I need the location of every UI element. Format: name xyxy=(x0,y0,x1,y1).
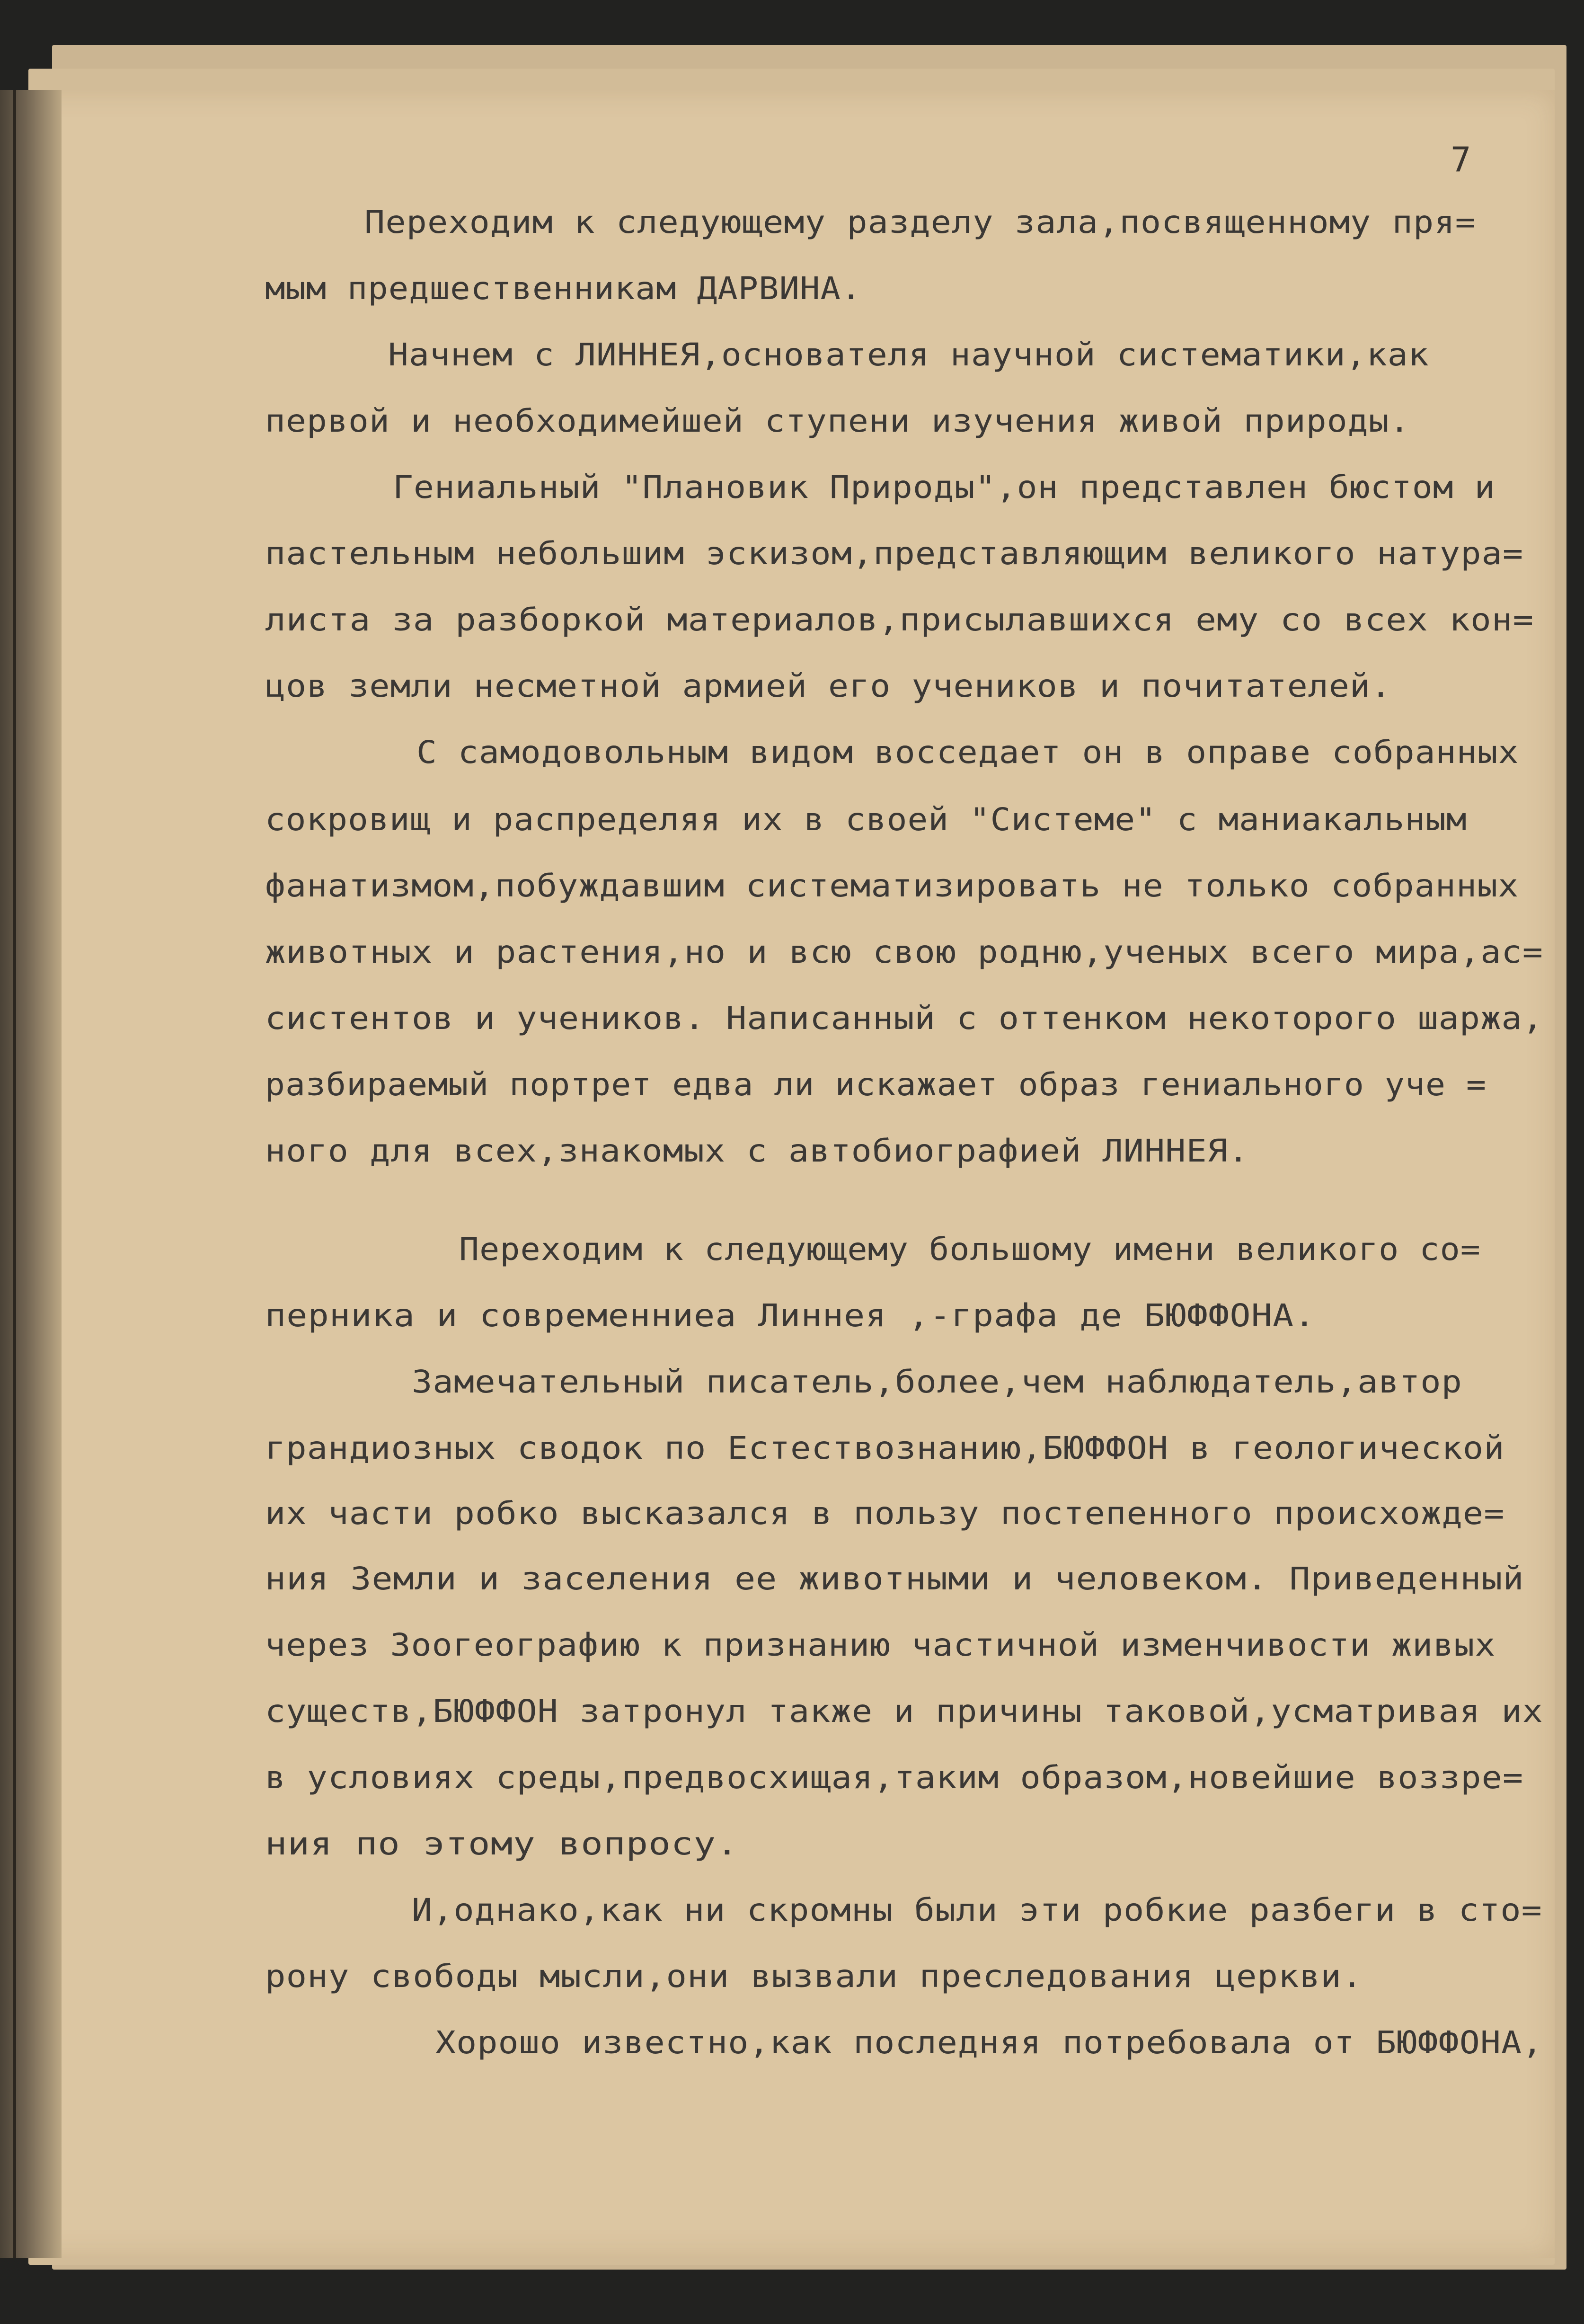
text-line: Переходим к следующему разделу зала,посвященному пря= xyxy=(364,204,1476,240)
text-line: И,однако,как ни скромны были эти робкие разбеги в сто= xyxy=(412,1892,1542,1928)
text-line: пастельным небольшим эскизом,представляющим великого натура= xyxy=(265,535,1524,572)
text-line: систентов и учеников. Написанный с оттенком некоторого шаржа, xyxy=(265,1000,1544,1037)
text-line: разбираемый портрет едва ли искажает образ гениального уче = xyxy=(265,1066,1487,1103)
binding-edge xyxy=(0,90,62,2258)
text-line: сокровищ и распределяя их в своей "Системе" с маниакальным xyxy=(265,801,1467,838)
text-line: их части робко высказался в пользу постепенного происхожде= xyxy=(265,1495,1505,1532)
text-line: Гениальный "Плановик Природы",он представлен бюстом и xyxy=(393,469,1496,506)
page-number: 7 xyxy=(1451,140,1471,179)
text-line: Начнем с ЛИННЕЯ,основателя научной систематики,как xyxy=(388,337,1429,373)
text-line: через Зоогеографию к признанию частичной изменчивости живых xyxy=(265,1627,1496,1663)
text-line: Хорошо известно,как последняя потребовала от БЮФФОНА, xyxy=(435,2024,1543,2061)
text-line: С самодовольным видом восседает он в оправе собранных xyxy=(416,734,1519,771)
text-line: мым предшественникам ДАРВИНА. xyxy=(265,270,862,307)
text-line: существ,БЮФФОН затронул также и причины таковой,усматривая их xyxy=(265,1693,1544,1730)
text-line: грандиозных сводок по Естествознанию,БЮФФОН в геологической xyxy=(265,1430,1505,1466)
text-line: листа за разборкой материалов,присылавшихся ему со всех кон= xyxy=(265,602,1534,638)
text-line: Замечательный писатель,более,чем наблюдатель,автор xyxy=(412,1364,1463,1400)
text-line: в условиях среды,предвосхищая,таким образом,новейшие воззре= xyxy=(265,1759,1524,1796)
text-line: фанатизмом,побуждавшим систематизировать не только собранных xyxy=(265,868,1519,904)
text-line: Переходим к следующему большому имени великого со= xyxy=(459,1231,1481,1268)
text-line: рону свободы мысли,они вызвали преследования церкви. xyxy=(265,1958,1363,1995)
text-line: цов земли несметной армией его учеников и почитателей. xyxy=(265,668,1392,704)
binding-cord xyxy=(13,90,16,2258)
text-line: первой и необходимейшей ступени изучения живой природы. xyxy=(265,403,1410,439)
text-line: ния по этому вопросу. xyxy=(265,1826,739,1862)
text-line: ного для всех,знакомых с автобиографией ЛИННЕЯ. xyxy=(265,1133,1249,1169)
text-line: животных и растения,но и всю свою родню,ученых всего мира,ас= xyxy=(265,934,1544,970)
text-line: ния Земли и заселения ее животными и человеком. Приведенный xyxy=(265,1561,1524,1597)
text-line: перника и современниеа Линнея ,-графа де БЮФФОНА. xyxy=(265,1297,1316,1334)
